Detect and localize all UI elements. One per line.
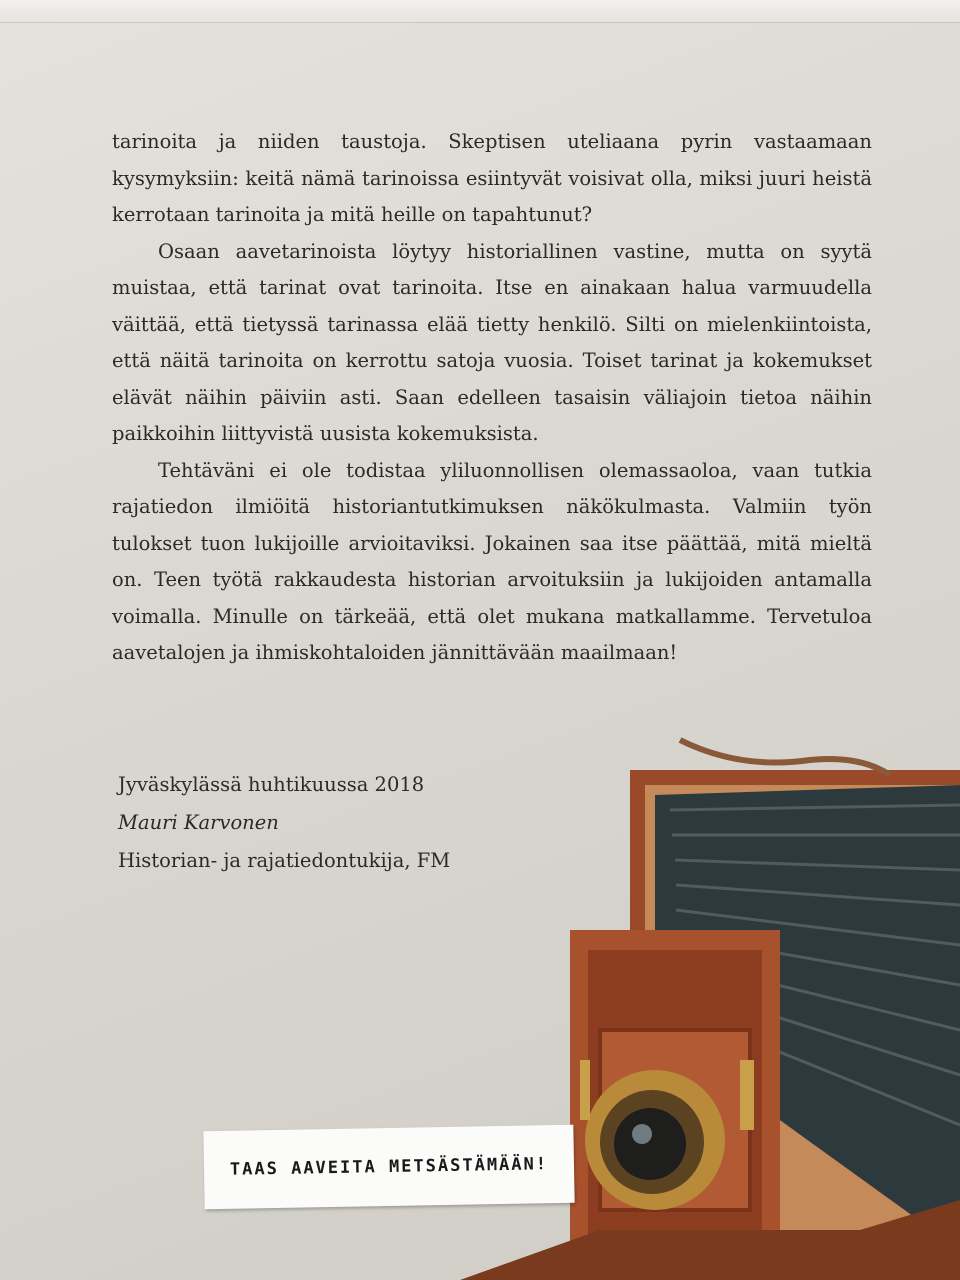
tagline-text: TAAS AAVEITA METSÄSTÄMÄÄN! xyxy=(229,1154,549,1180)
signature-place-date: Jyväskylässä huhtikuussa 2018 xyxy=(118,773,425,796)
paragraph-3: Tehtäväni ei ole todistaa yliluonnollisen olemassaoloa, vaan tutkia rajatiedon ilmiöitä historiantutkimuksen näkökulmasta. Valmiin työn tulokset tuon lukijoille arvioitaviksi. Jokainen saa itse päättää, mitä mieltä on. Teen työtä rakkaudesta historian arvoituksiin ja lukijoiden antamalla voimalla. Minulle on tärkeää, että olet mukana matkallamme. Tervetuloa aavetalojen ja ihmiskohtaloiden jännittävään maailmaan! xyxy=(112,458,872,664)
tagline-label xyxy=(203,1125,574,1209)
signature-block xyxy=(118,766,450,880)
signature-author: Mauri Karvonen xyxy=(118,811,279,834)
page-top-edge xyxy=(0,0,960,23)
paragraph-1: tarinoita ja niiden taustoja. Skeptisen uteliaana pyrin vastaamaan kysymyksiin: keitä nämä tarinoissa esiintyvät voisivat olla, miksi juuri heistä kerrotaan tarinoita ja mitä heille on tapahtunut? xyxy=(112,130,872,226)
body-text xyxy=(112,124,872,672)
paragraph-2: Osaan aavetarinoista löytyy historiallinen vastine, mutta on syytä muistaa, että tarinat ovat tarinoita. Itse en ainakaan halua varmuudella väittää, että tietyssä tarinassa elää tietty henkilö. Silti on mielenkiintoista, että näitä tarinoita on kerrottu satoja vuosia. Toiset tarinat ja kokemukset elävät näihin päiviin asti. Saan edelleen tasaisin väliajoin tietoa näihin paikkoihin liittyvistä uusista kokemuksista. xyxy=(112,239,872,445)
signature-title: Historian- ja rajatiedontukija, FM xyxy=(118,849,451,872)
